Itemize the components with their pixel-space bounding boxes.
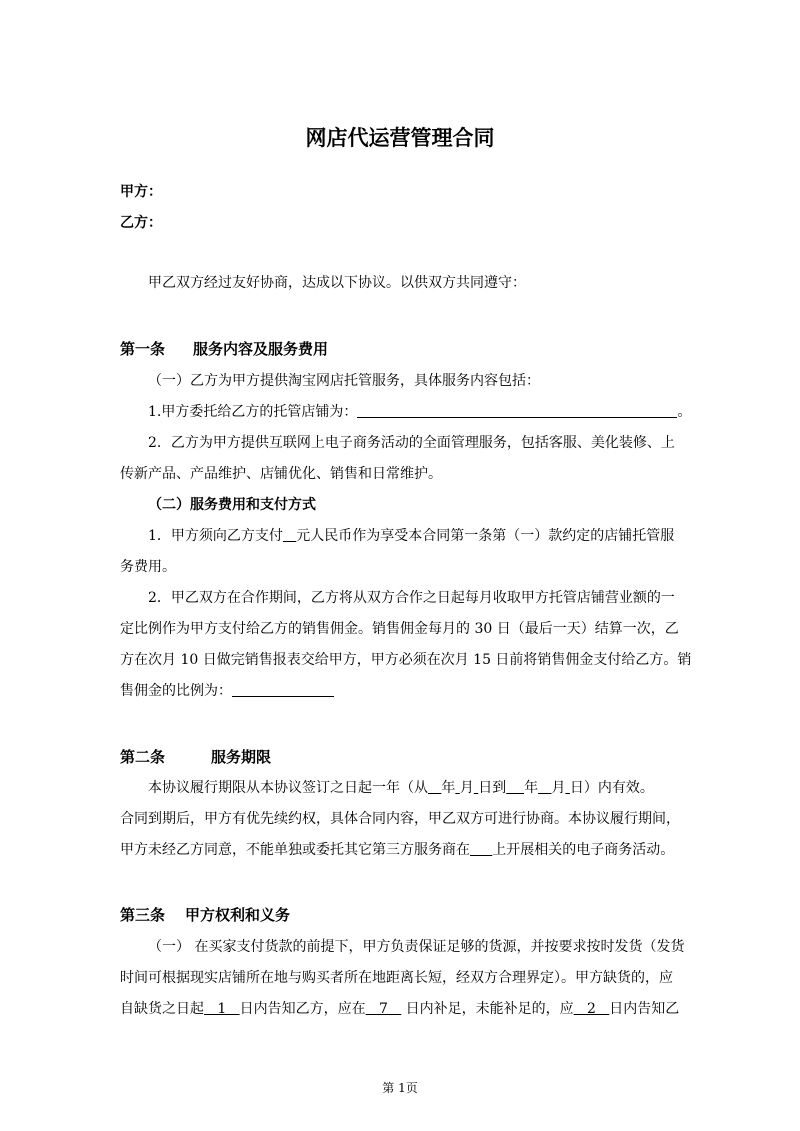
term-text-a: 本协议履行期限从本协议签订之日起一年（从 [148,780,428,796]
platform-blank[interactable] [470,842,492,858]
stock-text-a: 自缺货之日起 [120,1001,204,1017]
fee2-line2: 定比例作为甲方支付给乙方的销售佣金。销售佣金每月的 30 日（最后一天）结算一次，乙 [120,621,679,637]
article-1-item2-line1: 2．乙方为甲方提供互联网上电子商务活动的全面管理服务，包括客服、美化装修、上 [148,435,675,451]
stock-text-b: 日内告知乙方，应在 [239,1001,366,1017]
fee-amount-blank[interactable] [283,528,296,544]
end-month-blank[interactable] [538,780,551,796]
stock-text-d: 日内告知乙 [609,1001,680,1017]
fee2-line4 [120,681,680,701]
article-2-number: 第二条 [120,748,166,766]
article-3-number: 第三条 [120,906,166,924]
article-1-title: 服务内容及服务费用 [193,340,329,358]
term-text-e: 年 [524,780,539,796]
stock-text-c: 日内补足，未能补足的，应 [401,1001,574,1017]
end-year-blank[interactable] [506,780,524,796]
article-2-title: 服务期限 [211,748,272,766]
fee1-pre: 1．甲方须向乙方支付 [148,528,283,544]
term-text-f: 月 [551,780,566,796]
article-3-line3 [120,999,680,1019]
unfilled-notify-days-value[interactable]: 2 [573,1001,610,1017]
fee1-line1 [148,526,680,546]
article-3-heading [120,904,290,925]
article-3-line1: （一） 在买家支付货款的前提下，甲方负责保证足够的货源，并按要求按时发货（发货 [148,939,685,955]
article-1-item1 [148,402,692,422]
document-title: 网店代运营管理合同 [305,126,495,150]
intro-paragraph: 甲乙双方经过友好协商，达成以下协议。以供双方共同遵守： [148,275,526,291]
article-3-line2: 时间可根据现实店铺所在地与购买者所在地距离长短，经双方合理界定）。甲方缺货的，应 [120,970,673,986]
article-2-heading [120,746,271,767]
article-2-line3 [120,840,680,860]
platform-text-b: 上开展相关的电子商务活动。 [492,842,675,858]
term-text-c: 月 [459,780,474,796]
term-text-d: 日到 [478,780,507,796]
notify-days-value[interactable]: 1 [204,1001,240,1017]
article-1-sub2: （二）服务费用和支付方式 [148,497,316,513]
start-year-blank[interactable] [428,780,441,796]
page-number: 第 1页 [382,1081,418,1095]
commission-ratio-label: 售佣金的比例为： [120,683,232,699]
article-3-title: 甲方权利和义务 [185,906,291,924]
article-2-line1 [148,778,680,798]
fee1-line2: 务费用。 [120,559,176,575]
store-name-blank[interactable] [357,403,677,418]
article-1-heading [120,338,328,359]
article-1-sub1: （一）乙方为甲方提供淘宝网店托管服务，具体服务内容包括： [148,373,540,389]
item1-text: 1.甲方委托给乙方的托管店铺为： [148,404,358,420]
platform-text-a: 甲方未经乙方同意，不能单独或委托其它第三方服务商在 [120,842,470,858]
party-b-label: 乙方： [120,215,162,231]
fee2-line3: 方在次月 10 日做完销售报表交给甲方，甲方必须在次月 15 日前将销售佣金支付给乙方。销 [120,652,692,668]
term-text-b: 年 [441,780,456,796]
fee1-post: 元人民币作为享受本合同第一条第（一）款约定的店铺托管服 [296,528,675,544]
term-text-g: 日）内有效。 [569,780,654,796]
commission-ratio-blank[interactable] [232,682,334,697]
replenish-days-value[interactable]: 7 [365,1001,402,1017]
article-1-number: 第一条 [120,340,166,358]
item1-end: 。 [677,404,692,420]
article-2-line2: 合同到期后，甲方有优先续约权，具体合同内容，甲乙双方可进行协商。本协议履行期间， [120,811,680,827]
article-1-item2-line2: 传新产品、产品维护、店铺优化、销售和日常维护。 [120,466,442,482]
fee2-line1: 2．甲乙双方在合作期间，乙方将从双方合作之日起每月收取甲方托管店铺营业额的一 [148,590,675,606]
party-a-label: 甲方： [120,184,162,200]
